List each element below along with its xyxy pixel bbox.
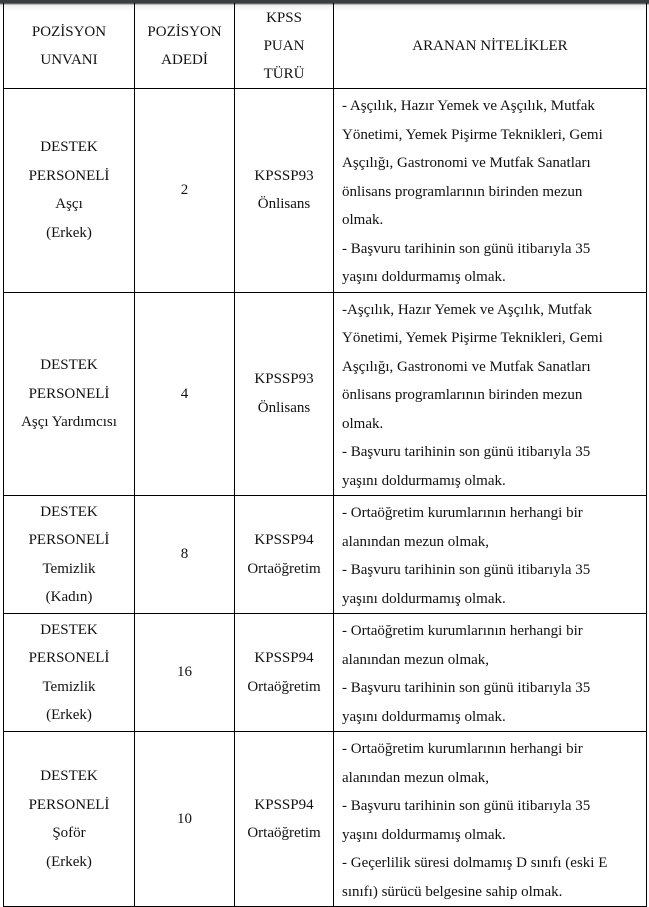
requirement-line: - Başvuru tarihinin son günü itibarıyla 35	[342, 240, 591, 257]
header-row	[4, 3, 647, 89]
title-line: (Kadın)	[45, 589, 93, 605]
requirement-line: yaşını doldurmamış olmak.	[342, 708, 506, 725]
requirement-line: - Ortaöğretim kurumlarının herhangi bir	[342, 741, 583, 757]
table-row	[4, 732, 647, 907]
position-count: 8	[180, 546, 189, 563]
header-position-title	[4, 3, 135, 89]
header-line: TÜRÜ	[263, 66, 305, 82]
header-line: POZİSYON	[31, 24, 107, 40]
header-line: UNVANI	[40, 52, 98, 68]
requirement-line: - Ortaöğretim kurumlarının herhangi bir	[342, 623, 583, 639]
header-requirements	[334, 3, 647, 89]
kpss-type-cell	[235, 496, 334, 614]
header-line: ARANAN NİTELİKLER	[412, 38, 568, 54]
position-count-cell	[135, 292, 235, 496]
table-row	[4, 89, 647, 293]
kpss-type-cell	[235, 614, 334, 732]
requirement-line: olmak.	[342, 212, 384, 228]
position-count: 2	[180, 182, 189, 198]
requirement-line: alanından mezun olmak,	[342, 651, 490, 668]
position-count: 10	[177, 810, 192, 827]
position-title-cell	[4, 732, 135, 907]
requirement-line: yaşını doldurmamış olmak.	[342, 590, 506, 607]
title-line: Aşçı	[55, 196, 83, 213]
position-count-cell	[135, 89, 235, 293]
kpss-code: KPSSP93	[254, 167, 314, 184]
kpss-level: Ortaöğretim	[247, 678, 321, 695]
requirement-line: Aşçılığı, Gastronomi ve Mutfak Sanatları	[342, 358, 591, 375]
kpss-code: KPSSP94	[254, 532, 314, 548]
kpss-type-cell	[235, 292, 334, 496]
requirements-cell	[334, 496, 647, 614]
title-line: PERSONELİ	[28, 167, 110, 184]
position-title-cell	[4, 89, 135, 293]
requirement-line: önlisans programlarının birinden mezun	[342, 387, 583, 403]
position-count: 4	[180, 385, 189, 402]
position-count-cell	[135, 732, 235, 907]
title-line: Aşçı Yardımcısı	[21, 414, 117, 430]
title-line: DESTEK	[40, 357, 98, 373]
position-count-cell	[135, 496, 235, 614]
requirement-line: - Başvuru tarihinin son günü itibarıyla 35	[342, 444, 591, 460]
kpss-level: Ortaöğretim	[247, 560, 321, 577]
kpss-level: Önlisans	[257, 399, 311, 416]
position-count-cell	[135, 614, 235, 732]
title-line: PERSONELİ	[28, 796, 110, 813]
header-line: PUAN	[263, 38, 305, 54]
title-line: (Erkek)	[46, 853, 92, 870]
title-line: PERSONELİ	[28, 650, 110, 666]
requirement-line: alanından mezun olmak,	[342, 533, 490, 550]
requirement-line: - Başvuru tarihinin son günü itibarıyla 35	[342, 562, 591, 578]
position-count: 16	[177, 664, 192, 681]
title-line: Temizlik	[42, 678, 96, 695]
title-line: (Erkek)	[46, 224, 92, 241]
title-line: (Erkek)	[46, 707, 92, 723]
position-title-cell	[4, 496, 135, 614]
requirement-line: - Geçerlilik süresi dolmamış D sınıfı (eski E	[342, 855, 608, 871]
header-line: POZİSYON	[147, 24, 222, 40]
title-line: Şoför	[52, 825, 86, 841]
position-title-cell	[4, 292, 135, 496]
requirement-line: sınıfı) sürücü belgesine sahip olmak.	[342, 883, 563, 900]
requirement-line: - Aşçılık, Hazır Yemek ve Aşçılık, Mutfak	[342, 98, 595, 114]
kpss-code: KPSSP93	[254, 371, 314, 388]
title-line: Temizlik	[42, 560, 96, 577]
requirement-line: Aşçılığı, Gastronomi ve Mutfak Sanatları	[342, 155, 591, 171]
title-line: DESTEK	[40, 768, 98, 784]
kpss-type-cell	[235, 89, 334, 293]
header-position-count	[135, 3, 235, 89]
title-line: DESTEK	[40, 503, 98, 520]
requirement-line: yaşını doldurmamış olmak.	[342, 826, 506, 843]
requirement-line: yaşını doldurmamış olmak.	[342, 472, 506, 489]
requirements-cell	[334, 614, 647, 732]
requirement-line: yaşını doldurmamış olmak.	[342, 269, 506, 285]
table-row	[4, 614, 647, 732]
requirement-line: Yönetimi, Yemek Pişirme Teknikleri, Gemi	[342, 126, 603, 143]
kpss-type-cell	[235, 732, 334, 907]
title-line: PERSONELİ	[28, 532, 110, 548]
requirement-line: - Başvuru tarihinin son günü itibarıyla 35	[342, 680, 591, 696]
title-line: PERSONELİ	[28, 385, 110, 402]
table-row	[4, 292, 647, 496]
header-kpss-score-type	[235, 3, 334, 89]
requirements-cell	[334, 732, 647, 907]
kpss-code: KPSSP94	[254, 650, 314, 666]
requirement-line: Yönetimi, Yemek Pişirme Teknikleri, Gemi	[342, 330, 603, 346]
kpss-level: Önlisans	[257, 196, 311, 213]
kpss-level: Ortaöğretim	[247, 825, 321, 841]
header-line: KPSS	[266, 10, 302, 26]
requirement-line: önlisans programlarının birinden mezun	[342, 183, 583, 200]
position-title-cell	[4, 614, 135, 732]
header-line: ADEDİ	[161, 52, 208, 68]
requirements-cell	[334, 292, 647, 496]
requirements-cell	[334, 89, 647, 293]
title-line: DESTEK	[40, 621, 98, 638]
requirement-line: - Ortaöğretim kurumlarının herhangi bir	[342, 505, 583, 521]
requirement-line: -Aşçılık, Hazır Yemek ve Aşçılık, Mutfak	[342, 301, 592, 318]
requirement-line: - Başvuru tarihinin son günü itibarıyla 35	[342, 798, 591, 814]
requirement-line: alanından mezun olmak,	[342, 769, 490, 786]
kpss-code: KPSSP94	[254, 796, 314, 813]
title-line: DESTEK	[40, 139, 98, 156]
table-row	[4, 496, 647, 614]
positions-table	[3, 3, 647, 907]
requirement-line: olmak.	[342, 415, 384, 432]
